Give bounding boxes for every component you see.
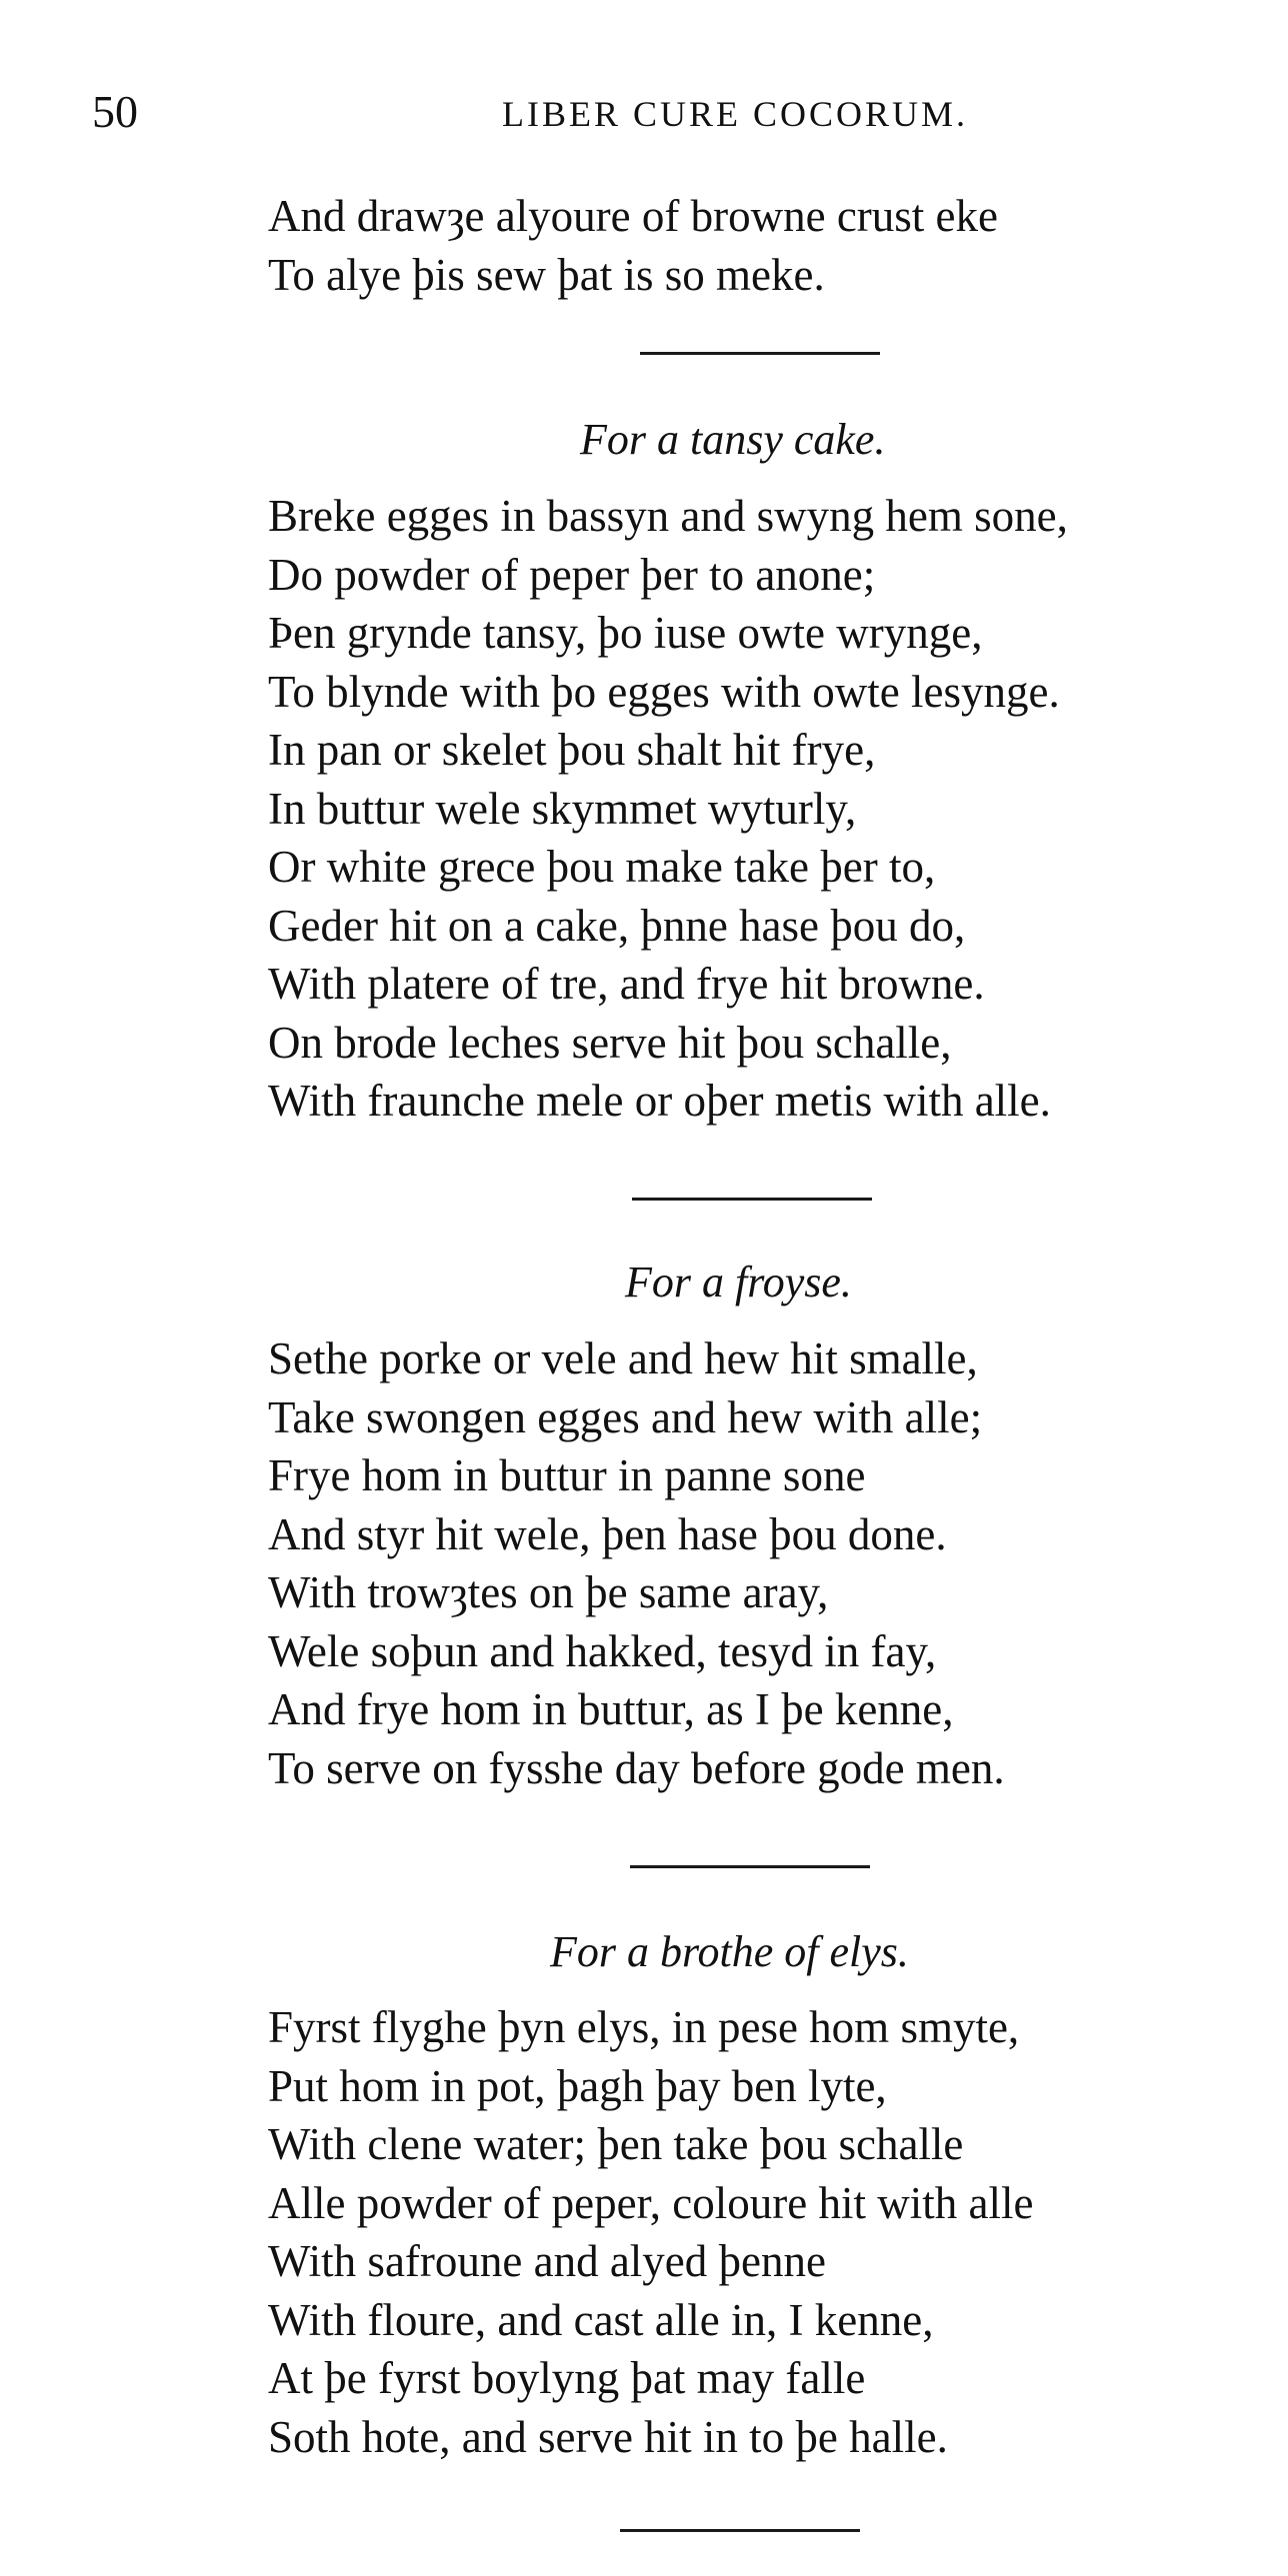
verse-line: And drawȝe alyoure of browne crust eke (268, 191, 998, 241)
verse-line: Breke egges in bassyn and swyng hem sone, (268, 491, 1068, 541)
section-divider (630, 1865, 870, 1868)
verse-line: With clene water; þen take þou schalle (268, 2119, 964, 2169)
recipe-verse-brothe-of-elys (268, 1998, 1228, 2466)
verse-line: With trowȝtes on þe same aray, (268, 1567, 829, 1617)
recipe-verse-froyse (268, 1329, 1228, 1797)
verse-line: Fyrst flyghe þyn elys, in pese hom smyte, (268, 2002, 1020, 2052)
recipe-verse-tansy-cake (268, 487, 1228, 1131)
running-head (92, 82, 1072, 142)
section-divider (640, 352, 880, 355)
verse-line: At þe fyrst boylyng þat may falle (268, 2353, 866, 2403)
verse-line: Or white grece þou make take þer to, (268, 842, 936, 892)
verse-line: In buttur wele skymmet wyturly, (268, 783, 857, 834)
verse-line: Sethe porke or vele and hew hit smalle, (268, 1333, 978, 1383)
running-title: LIBER CURE COCORUM. (502, 94, 969, 134)
verse-line: With floure, and cast alle in, I kenne, (268, 2294, 934, 2345)
section-divider (620, 2529, 860, 2532)
page-number: 50 (92, 86, 138, 137)
recipe-title-tansy-cake: For a tansy cake. (580, 415, 886, 464)
verse-line: Þen grynde tansy, þo iuse owte wrynge, (268, 608, 983, 658)
recipe-title-froyse: For a froyse. (625, 1258, 852, 1306)
verse-line: Wele soþun and hakked, tesyd in fay, (268, 1625, 937, 1676)
verse-line: With platere of tre, and frye hit browne. (268, 959, 985, 1009)
verse-line: With safroune and alyed þenne (268, 2236, 826, 2286)
verse-line: On brode leches serve hit þou schalle, (268, 1017, 952, 1068)
verse-line: To alye þis sew þat is so meke. (268, 249, 825, 300)
intro-verse (268, 187, 1228, 304)
recipe-title-brothe-of-elys: For a brothe of elys. (550, 1927, 909, 1976)
verse-line: Put hom in pot, þagh þay ben lyte, (268, 2060, 887, 2111)
verse-line: To blynde with þo egges with owte lesynge. (268, 666, 1060, 717)
verse-line: With fraunche mele or oþer metis with alle. (268, 1076, 1051, 1126)
verse-line: Frye hom in buttur in panne sone (268, 1450, 866, 1500)
verse-line: Take swongen egges and hew with alle; (268, 1391, 983, 1442)
verse-line: In pan or skelet þou shalt hit frye, (268, 725, 876, 775)
verse-line: Do powder of peper þer to anone; (268, 549, 876, 600)
section-divider (632, 1198, 872, 1201)
verse-line: And styr hit wele, þen hase þou done. (268, 1508, 947, 1559)
verse-line: And frye hom in buttur, as I þe kenne, (268, 1684, 954, 1734)
verse-line: Soth hote, and serve hit in to þe halle. (268, 2411, 948, 2462)
verse-line: Geder hit on a cake, þnne hase þou do, (268, 900, 966, 951)
verse-line: Alle powder of peper, coloure hit with alle (268, 2177, 1034, 2228)
verse-line: To serve on fysshe day before gode men. (268, 1742, 1005, 1793)
